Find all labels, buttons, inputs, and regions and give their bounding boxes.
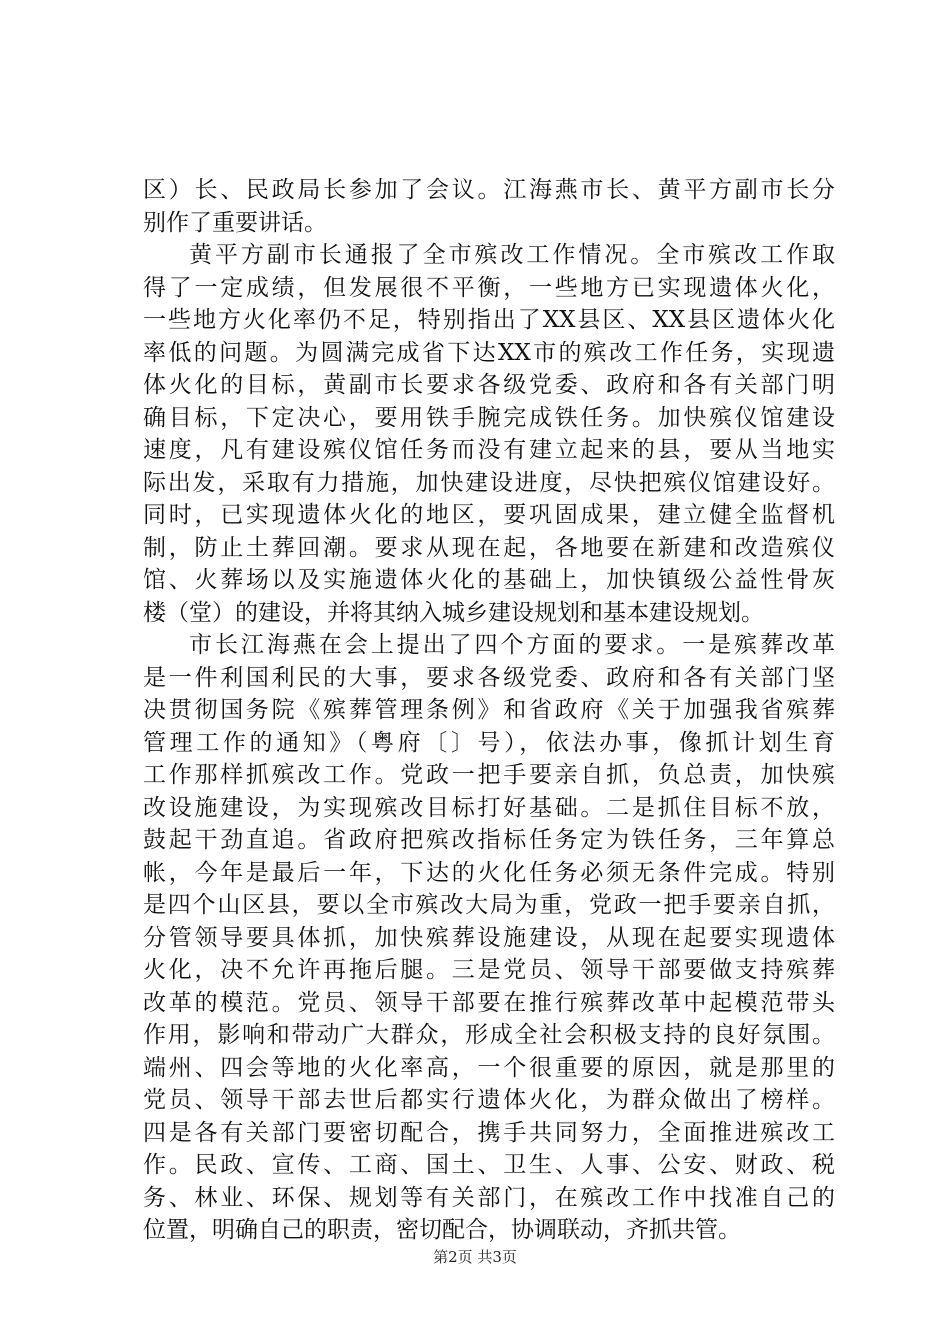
text-line: 位置，明确自己的职责，密切配合，协调联动，齐抓共管。	[143, 1217, 741, 1243]
text-line: 改设施建设，为实现殡改目标打好基础。二是抓住目标不放，	[143, 794, 835, 821]
text-line: 党员、领导干部去世后都实行遗体火化，为群众做出了榜样。	[143, 1087, 835, 1113]
text-line: 际出发，采取有力措施，加快建设进度，尽快把殡仪馆建设好。	[143, 469, 835, 496]
text-line: 速度，凡有建设殡仪馆任务而没有建立起来的县，要从当地实	[143, 437, 835, 463]
text-line: 是一件利国利民的大事，要求各级党委、政府和各有关部门坚	[143, 664, 835, 691]
text-line: 端州、四会等地的火化率高，一个很重要的原因，就是那里的	[143, 1054, 835, 1081]
text-line: 分管领导要具体抓，加快殡葬设施建设，从现在起要实现遗体	[143, 924, 835, 951]
text-line: 体火化的目标，黄副市长要求各级党委、政府和各有关部门明	[143, 372, 835, 398]
text-line: 同时，已实现遗体火化的地区，要巩固成果，建立健全监督机	[143, 502, 835, 528]
text-line: 别作了重要讲话。	[143, 209, 327, 236]
text-line: 帐，今年是最后一年，下达的火化任务必须无条件完成。特别	[143, 859, 835, 886]
text-line: 馆、火葬场以及实施遗体火化的基础上，加快镇级公益性骨灰	[143, 567, 835, 593]
text-line: 作。民政、宣传、工商、国土、卫生、人事、公安、财政、税	[143, 1152, 835, 1178]
paragraph-start-line: 黄平方副市长通报了全市殡改工作情况。全市殡改工作取	[189, 242, 835, 268]
text-line: 改革的模范。党员、领导干部要在推行殡葬改革中起模范带头	[143, 989, 835, 1016]
text-line: 楼（堂）的建设，并将其纳入城乡建设规划和基本建设规划。	[143, 599, 764, 626]
text-line: 管理工作的通知》（粤府〔〕号），依法办事，像抓计划生育	[143, 729, 835, 756]
text-line: 确目标，下定决心，要用铁手腕完成铁任务。加快殡仪馆建设	[143, 404, 835, 431]
text-line: 得了一定成绩，但发展很不平衡，一些地方已实现遗体火化，	[143, 274, 835, 301]
text-line: 区）长、民政局长参加了会议。江海燕市长、黄平方副市长分	[143, 177, 835, 203]
text-line: 制，防止土葬回潮。要求从现在起，各地要在新建和改造殡仪	[143, 534, 835, 561]
text-line: 决贯彻国务院《殡葬管理条例》和省政府《关于加强我省殡葬	[143, 697, 835, 723]
body-text	[143, 174, 835, 1247]
text-line: 鼓起干劲直追。省政府把殡改指标任务定为铁任务，三年算总	[143, 827, 835, 853]
page-number-footer: 第2页 共3页	[433, 1248, 517, 1266]
paragraph-start-line: 市长江海燕在会上提出了四个方面的要求。一是殡葬改革	[189, 632, 835, 658]
text-line: 是四个山区县，要以全市殡改大局为重，党政一把手要亲自抓，	[143, 892, 835, 918]
text-line: 作用，影响和带动广大群众，形成全社会积极支持的良好氛围。	[143, 1022, 835, 1048]
text-line: 工作那样抓殡改工作。党政一把手要亲自抓，负总责，加快殡	[143, 762, 835, 788]
text-line: 四是各有关部门要密切配合，携手共同努力，全面推进殡改工	[143, 1119, 835, 1146]
text-line: 务、林业、环保、规划等有关部门，在殡改工作中找准自己的	[143, 1184, 835, 1211]
text-line: 率低的问题。为圆满完成省下达XX市的殡改工作任务，实现遗	[143, 339, 835, 366]
text-line: 一些地方火化率仍不足，特别指出了XX县区、XX县区遗体火化	[143, 307, 835, 333]
text-line: 火化，决不允许再拖后腿。三是党员、领导干部要做支持殡葬	[143, 957, 835, 983]
